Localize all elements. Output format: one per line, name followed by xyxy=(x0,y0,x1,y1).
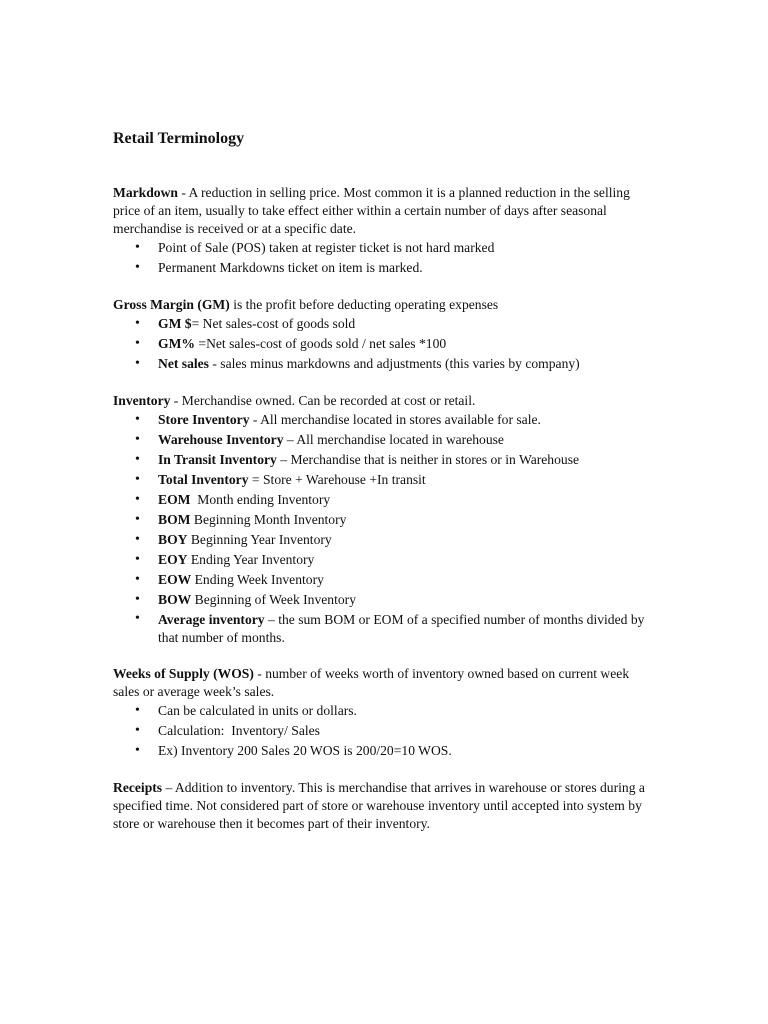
gross-margin-bullets xyxy=(113,314,653,374)
bullet-text: Beginning Year Inventory xyxy=(187,532,332,547)
inventory-definition: - Merchandise owned. Can be recorded at cost or retail. xyxy=(170,393,476,408)
bullet-term: Total Inventory xyxy=(158,472,249,487)
bullet-term: BOM xyxy=(158,512,191,527)
bullet-term: GM $ xyxy=(158,316,192,331)
bullet-text: = Net sales-cost of goods sold xyxy=(191,316,356,331)
section-receipts xyxy=(113,779,653,833)
section-weeks-of-supply xyxy=(113,665,653,761)
list-item xyxy=(113,490,653,510)
list-item xyxy=(113,354,653,374)
list-item xyxy=(113,550,653,570)
receipts-paragraph xyxy=(113,779,653,833)
bullet-term: BOW xyxy=(158,592,192,607)
markdown-term: Markdown xyxy=(113,185,178,200)
list-item xyxy=(113,510,653,530)
bullet-term: BOY xyxy=(158,532,188,547)
bullet-text: Month ending Inventory xyxy=(190,492,331,507)
inventory-bullets xyxy=(113,410,653,647)
wos-term: Weeks of Supply (WOS) xyxy=(113,666,254,681)
page-title: Retail Terminology xyxy=(113,130,245,147)
bullet-text: Ending Week Inventory xyxy=(191,572,324,587)
bullet-term: EOM xyxy=(158,492,191,507)
bullet-text: Beginning Month Inventory xyxy=(190,512,347,527)
inventory-paragraph xyxy=(113,392,653,410)
list-item xyxy=(113,570,653,590)
list-item: • Point of Sale (POS) taken at register ticket is not hard marked xyxy=(113,238,653,258)
bullet-term: Net sales xyxy=(158,356,209,371)
list-item xyxy=(113,590,653,610)
section-gross-margin xyxy=(113,296,653,374)
receipts-definition: – Addition to inventory. This is merchandise that arrives in warehouse or stores during a specified time. Not considered part of store or warehouse inventory until accepted into system by store or warehouse then it becomes part of their inventory. xyxy=(113,780,645,831)
markdown-bullets xyxy=(113,238,653,278)
bullet-text: - All merchandise located in stores available for sale. xyxy=(249,412,541,427)
bullet-term: EOY xyxy=(158,552,188,567)
receipts-term: Receipts xyxy=(113,780,163,795)
list-item: • Ex) Inventory 200 Sales 20 WOS is 200/20=10 WOS. xyxy=(113,741,653,761)
gross-margin-paragraph xyxy=(113,296,653,314)
list-item: • Can be calculated in units or dollars. xyxy=(113,701,653,721)
list-item: • Permanent Markdowns ticket on item is marked. xyxy=(113,258,653,278)
wos-paragraph xyxy=(113,665,653,701)
wos-bullets xyxy=(113,701,653,761)
bullet-term: EOW xyxy=(158,572,192,587)
section-inventory xyxy=(113,392,653,647)
section-markdown xyxy=(113,184,653,278)
bullet-term: Average inventory xyxy=(158,612,265,627)
bullet-text: = Store + Warehouse +In transit xyxy=(248,472,426,487)
bullet-term: GM% xyxy=(158,336,195,351)
list-item xyxy=(113,470,653,490)
bullet-text: Beginning of Week Inventory xyxy=(191,592,356,607)
bullet-text: - sales minus markdowns and adjustments (this varies by company) xyxy=(208,356,580,371)
markdown-definition: - A reduction in selling price. Most common it is a planned reduction in the selling price of an item, usually to take effect either within a certain number of days after seasonal merchandise is received or at a specific date. xyxy=(113,185,630,236)
list-item xyxy=(113,450,653,470)
bullet-text: =Net sales-cost of goods sold / net sales *100 xyxy=(195,336,447,351)
bullet-term: Store Inventory xyxy=(158,412,250,427)
wos-definition: - number of weeks worth of inventory owned based on current week sales or average week’s sales. xyxy=(113,666,630,699)
list-item xyxy=(113,530,653,550)
bullet-text: – Merchandise that is neither in stores or in Warehouse xyxy=(276,452,580,467)
gross-margin-term: Gross Margin (GM) xyxy=(113,297,230,312)
list-item xyxy=(113,430,653,450)
bullet-term: Warehouse Inventory xyxy=(158,432,284,447)
bullet-term: In Transit Inventory xyxy=(158,452,277,467)
bullet-text: – All merchandise located in warehouse xyxy=(283,432,504,447)
bullet-text: – the sum BOM or EOM of a specified number of months divided by that number of months. xyxy=(158,612,645,645)
list-item xyxy=(113,334,653,354)
inventory-term: Inventory xyxy=(113,393,171,408)
gross-margin-definition: is the profit before deducting operating expenses xyxy=(229,297,499,312)
list-item xyxy=(113,314,653,334)
list-item: • Calculation: Inventory/ Sales xyxy=(113,721,653,741)
document-page xyxy=(113,128,653,833)
markdown-paragraph xyxy=(113,184,653,238)
list-item xyxy=(113,610,653,647)
bullet-text: Ending Year Inventory xyxy=(187,552,315,567)
list-item xyxy=(113,410,653,430)
